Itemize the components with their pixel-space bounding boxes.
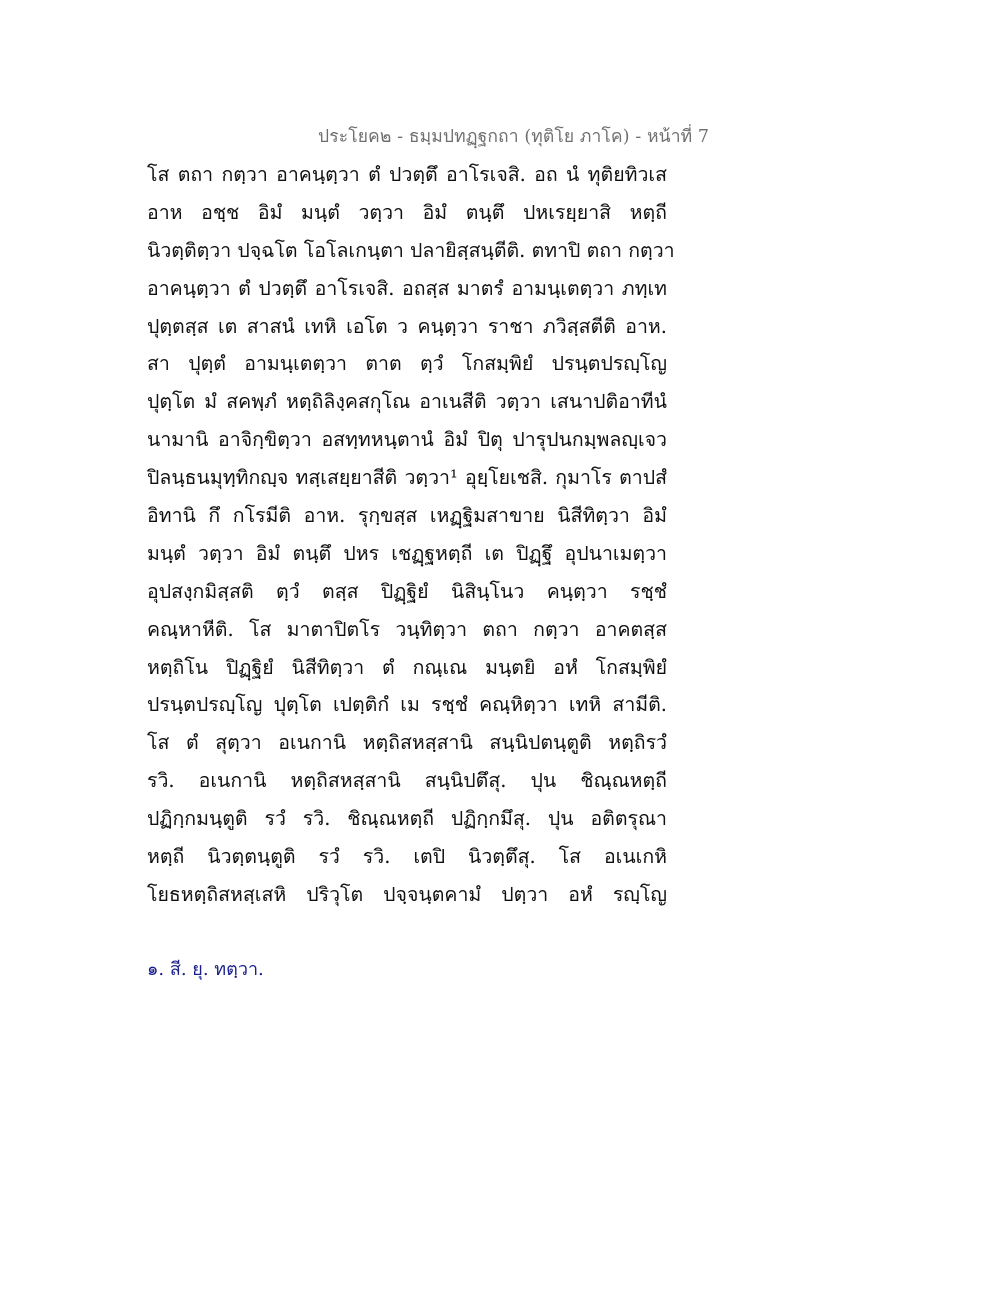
body-line: รวิ. อเนกานิ หตฺถิสหสฺสานิ สนฺนิปตึสุ. ปุน ชิณฺณหตฺถี (147, 769, 667, 793)
body-line: อาห อชฺช อิมํ มนฺตํ วตฺวา อิมํ ตนฺตึ ปหเรยฺยาสิ หตฺถี (147, 200, 667, 224)
body-line: โส ตถา กตฺวา อาคนฺตฺวา ตํ ปวตฺตึ อาโรเจสิ. อถ นํ ทุติยทิวเส (147, 163, 667, 186)
body-line: ปฏิกฺกมนฺตูติ รวํ รวิ. ชิณฺณหตฺถี ปฏิกฺกมึสุ. ปุน อติตรุณา (147, 807, 667, 831)
footnote (147, 954, 264, 983)
body-line: นิวตฺติตฺวา ปจฺฉโต โอโลเกนฺตา ปลายิสฺสนฺตีติ. ตทาปิ ตถา กตฺวา (147, 238, 675, 262)
page-header-title: ประโยค๒ - ธมฺมปทฏฺฐกถา (ทุติโย ภาโค) - หน้าที่ 7 (318, 127, 710, 147)
body-line: ปิลนฺธนมุทฺทิกญฺจ ทสฺเสยฺยาสีติ วตฺวา¹ อุยฺโยเชสิ. กุมาโร ตาปสํ (147, 466, 667, 490)
body-line: หตฺถิโน ปิฏฺฐิยํ นิสีทิตฺวา ตํ กณฺเณ มนฺตยิ อหํ โกสมฺพิยํ (147, 655, 667, 679)
body-text (147, 156, 687, 914)
body-line: สา ปุตฺตํ อามนฺเตตฺวา ตาต ตฺวํ โกสมฺพิยํ ปรนฺตปรญฺโญ (147, 352, 667, 376)
body-line: อิทานิ กึ กโรมีติ อาห. รุกฺขสฺส เหฏฺฐิมสาขาย นิสีทิตฺวา อิมํ (147, 504, 667, 528)
body-line: มนฺตํ วตฺวา อิมํ ตนฺตึ ปหร เชฏฺฐหตฺถี เต ปิฏฺฐึ อุปนาเมตฺวา (147, 541, 667, 565)
body-line: อุปสงฺกมิสฺสติ ตฺวํ ตสฺส ปิฏฺฐิยํ นิสินฺโนว คนฺตฺวา รชฺชํ (147, 579, 667, 603)
body-line: หตฺถี นิวตฺตนฺตูติ รวํ รวิ. เตปิ นิวตฺตึสุ. โส อเนเกหิ (147, 845, 667, 869)
footnote-text: ๑. สี. ยุ. ทตฺวา. (147, 959, 264, 980)
body-line: โยธหตฺถิสหสฺเสหิ ปริวุโต ปจฺจนฺตคามํ ปตฺวา อหํ รญฺโญ (147, 882, 667, 906)
body-line: คณฺหาหีติ. โส มาตาปิตโร วนฺทิตฺวา ตถา กตฺวา อาคตสฺส (147, 617, 667, 641)
body-line: ปรนฺตปรญฺโญ ปุตฺโต เปตฺติกํ เม รชฺชํ คณฺหิตฺวา เทหิ สามีติ. (147, 693, 667, 717)
body-line: นามานิ อาจิกฺขิตฺวา อสทฺทหนฺตานํ อิมํ ปิตุ ปารุปนกมฺพลญฺเจว (147, 428, 667, 452)
body-line: โส ตํ สุตฺวา อเนกานิ หตฺถิสหสฺสานิ สนฺนิปตนฺตูติ หตฺถิรวํ (147, 731, 667, 755)
body-line: อาคนฺตฺวา ตํ ปวตฺตึ อาโรเจสิ. อถสฺส มาตรํ อามนฺเตตฺวา ภทฺเท (147, 276, 667, 300)
body-line: ปุตฺตสฺส เต สาสนํ เทหิ เอโต ว คนฺตฺวา ราชา ภวิสฺสตีติ อาห. (147, 314, 667, 338)
page-header (318, 122, 710, 150)
body-line: ปุตฺโต มํ สคพฺภํ หตฺถิลิงฺคสกุโณ อาเนสีติ วตฺวา เสนาปติอาทีนํ (147, 390, 667, 414)
